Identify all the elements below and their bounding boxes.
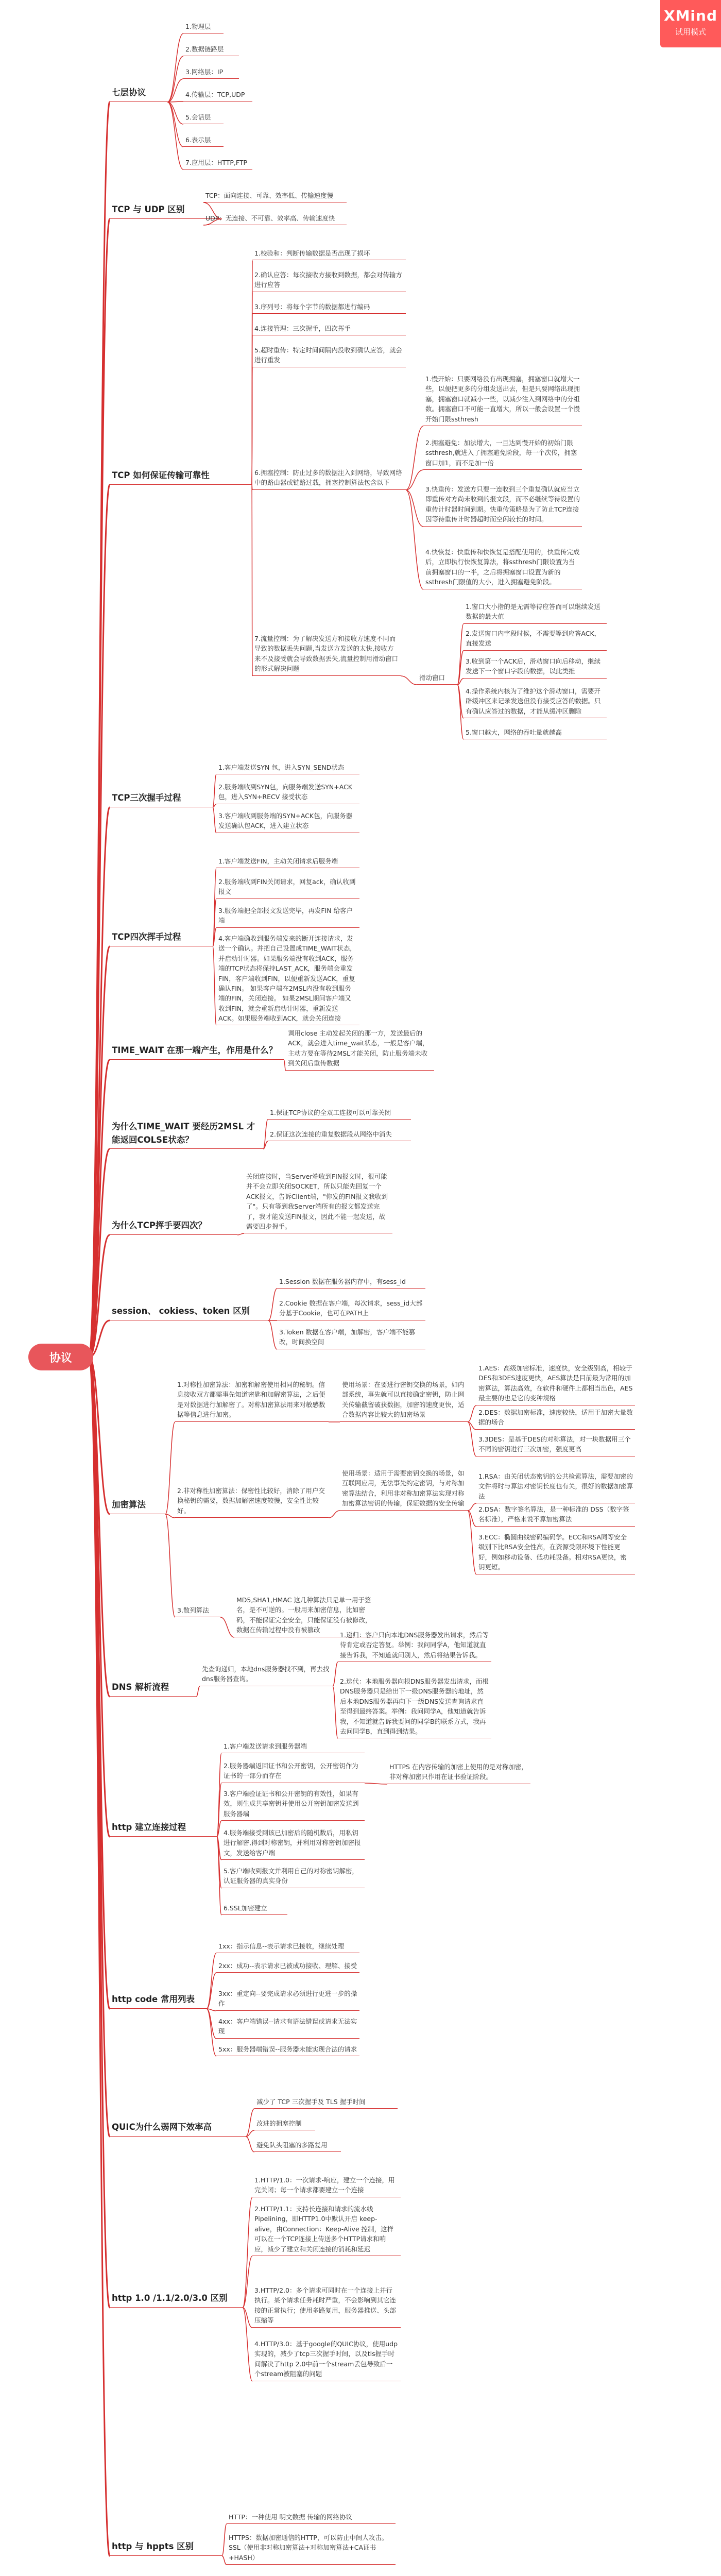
connector	[329, 1511, 340, 1518]
connector	[468, 1422, 476, 1456]
connector	[207, 2009, 216, 2056]
leaf[interactable]: 6.拥塞控制：防止过多的数据注入到网络，导致网络中的路由器或链路过载，拥塞控制算法包含以下	[252, 467, 406, 490]
leaf[interactable]: 6.SSL加密建立	[221, 1902, 287, 1915]
connector	[165, 1422, 175, 1514]
leaf[interactable]: 3.散列算法	[175, 1604, 220, 1617]
leaf[interactable]: 5.会话层	[183, 111, 224, 124]
root-topic[interactable]: 协议	[28, 1344, 93, 1370]
connector	[365, 1783, 387, 1784]
leaf[interactable]: 1.对称性加密算法：加密和解密使用相同的秘钥。信息接收双方都需事先知道密匙和加解密算法，之后便是对数据进行加解密了。对称加密算法用来对敏感数据等信息进行加密。	[175, 1379, 329, 1422]
connector	[89, 219, 110, 1357]
connector	[167, 33, 183, 102]
leaf[interactable]: 6.表示层	[183, 134, 224, 147]
leaf[interactable]: UDP：无连接、不可靠、效率高、传输速度快	[203, 212, 347, 225]
connector	[401, 676, 417, 685]
connector	[213, 807, 216, 833]
branch-dns[interactable]: DNS 解析流程	[110, 1680, 196, 1697]
https-note[interactable]: HTTPS 在内容传输的加密上使用的是对称加密，非对称加密只作用在证书验证阶段。	[387, 1761, 530, 1784]
connector	[237, 1233, 244, 1235]
leaf[interactable]: 关闭连接时，当Server端收到FIN报文时，很可能并不会立即关闭SOCKET，所以只能先回复一个ACK报文，告诉Client端，"你发的FIN报文我收到了"。只有等到我Server端所有的报文都发送完了，我才能发送FIN报文，因此不能一起发送，故需要四步握手。	[244, 1171, 392, 1233]
symmetric-note[interactable]: 使用场景：在要进行密钥交换的场景，如内部系统，事先就可以直接确定密钥，防止网关传输截留破获数据，加密的速度更快，适合数据内容比较大的加密场景	[340, 1379, 468, 1422]
connector	[213, 774, 216, 807]
congestion-fast-recovery[interactable]: 4.快恢复：快重传和快恢复是搭配使用的，快重传完成后，立即执行快恢复算法，将ssthresh门限设置为当前拥塞窗口的一半，之后将拥塞窗口设置为新的ssthresh门限值的大小，进入拥塞避免阶段。	[423, 546, 582, 589]
connector	[457, 685, 464, 739]
leaf[interactable]: 5.客户端收到报文并利用自己的对称密钥解密，认证服务器的真实身份	[221, 1865, 365, 1888]
asymmetric-algo[interactable]: 2.DSA：数字签名算法，是一种标准的 DSS（数字签名标准），严格来说不算加密算法	[476, 1503, 635, 1527]
sliding-window-label[interactable]: 滑动窗口	[417, 672, 457, 685]
congestion-fast-retransmit[interactable]: 3.快重传：发送方只要一连收到三个重复确认就应当立即重传对方尚未收到的报文段，而不必继续等待设置的重传计时器时间到期。快重传策略是为了防止TCP连接因等待重传计时器超时而空闲较长的时间。	[423, 483, 582, 527]
symmetric-algo[interactable]: 3.3DES：是基于DES的对称算法，对一块数据用三个不同的密钥进行三次加密，强度更高	[476, 1433, 635, 1456]
leaf[interactable]: 4.HTTP/3.0：基于google的QUIC协议，使用udp实现的，减少了tcp三次握手时间，以及tls握手时间解决了http 2.0中前一个stream丢包导致后一个stream被阻塞的问题	[252, 2338, 401, 2381]
asymmetric-algo[interactable]: 3.ECC：椭圆曲线密码编码学。ECC和RSA同等安全级别下比RSA安全性高，在资源受限环境下性能更好，例如移动设备、低功耗设备。相对RSA更快，密钥更短。	[476, 1531, 635, 1574]
branch-tcp-reliability[interactable]: TCP 如何保证传输可靠性	[110, 468, 252, 485]
sliding-window-item[interactable]: 1.窗口大小指的是无需等待应答而可以继续发送数据的最大值	[464, 601, 607, 624]
leaf[interactable]: 1.客户端发送SYN 包，进入SYN_SEND状态	[216, 761, 359, 774]
connector	[207, 1953, 216, 2009]
leaf[interactable]: TCP：面向连接、可靠、效率低、传输速度慢	[203, 190, 347, 202]
branch-http-connection[interactable]: http 建立连接过程	[110, 1820, 217, 1837]
symmetric-algo[interactable]: 2.DES：数据加密标准，速度较快，适用于加密大量数据的场合	[476, 1406, 635, 1430]
sliding-window-item[interactable]: 2.发送窗口内字段时候，不需要等到应答ACK，直接发送	[464, 628, 607, 651]
leaf[interactable]: 3.HTTP/2.0：多个请求可同时在一个连接上并行执行。某个请求任务耗时严重，不会影响到其它连接的正常执行；使用多路复用，服务器推送、头部压缩等	[252, 2284, 401, 2328]
leaf[interactable]: 4.服务端接受到该已加密后的随机数后，用私钥进行解密,得到对称密钥，并利用对称密钥加密报文，发送给客户端	[221, 1827, 365, 1860]
branch-tcp-udp[interactable]: TCP 与 UDP 区别	[110, 202, 222, 219]
leaf[interactable]: 3.序列号：将每个字节的数据都进行编码	[252, 301, 406, 314]
connector	[196, 1686, 200, 1697]
leaf[interactable]: 4.传输层：TCP,UDP	[183, 89, 252, 101]
leaf[interactable]: 5.超时重传：特定时间间隔内没收到确认应答，就会进行重发	[252, 344, 406, 367]
branch-osi-layers[interactable]: 七层协议	[110, 85, 167, 102]
xmind-logo: XMind	[663, 7, 718, 24]
connector	[167, 56, 183, 102]
asymmetric-algo[interactable]: 1.RSA：由关闭状态密钥的公共检索算法，需要加密的文件将时与算法对密钥长度也有关，很好的数据加密算法	[476, 1470, 635, 1503]
congestion-avoidance[interactable]: 2.拥塞避免：加法增大，一旦达到慢开始的初始门限ssthresh,就进入了拥塞避免阶段，每一个次传，拥塞窗口加1，而不是加一倍	[423, 437, 582, 470]
leaf[interactable]: 5xx：服务器端错误--服务器未能实现合法的请求	[216, 2043, 359, 2056]
leaf[interactable]: 1.保证TCP协议的全双工连接可以可靠关闭	[268, 1107, 411, 1120]
branch-why-four[interactable]: 为什么TCP挥手要四次？	[110, 1218, 237, 1235]
leaf[interactable]: 3xx：重定向--要完成请求必须进行更进一步的操作	[216, 1988, 359, 2011]
leaf[interactable]: 1.客户端发送FIN，主动关闭请求后服务端	[216, 855, 359, 868]
leaf[interactable]: 4xx：客户端错误--请求有语法错误或请求无法实现	[216, 2015, 359, 2039]
connector	[468, 1405, 476, 1422]
asymmetric-note[interactable]: 使用场景：适用于需要密钥交换的场景，如互联网应用，无法事先约定密钥，与对称加密算法结合，利用非对称加密算法实现对称加密算法密钥的传输，保证数据的安全传输	[340, 1467, 468, 1511]
connector	[222, 2524, 227, 2556]
leaf[interactable]: 1.客户端发送请求到服务器端	[221, 1740, 365, 1753]
leaf[interactable]: 避免队头阻塞的多路复用	[254, 2139, 341, 2152]
connector	[220, 1617, 234, 1637]
connector	[167, 102, 183, 147]
connector	[406, 490, 423, 589]
connector	[268, 1320, 277, 1349]
leaf[interactable]: 2.确认应答：每次接收方接收到数据，都会对传输方进行应答	[252, 269, 406, 292]
connector	[243, 2197, 252, 2308]
leaf[interactable]: 2.HTTP/1.1：支持长连接和请求的流水线Pipelining，即HTTP1.0中默认开启 keep-alive，由Connection：Keep-Alive 控制，这样可以在一个TCP连接上传送多个HTTP请求和响应，减少了建立和关闭连接的消耗和延迟	[252, 2203, 401, 2256]
dns-iterative[interactable]: 2.迭代：本地服务器向根DNS服务器发出请求，而根DNS服务器只是给出下一级DNS服务器的地址，然后本地DNS服务器再向下一级DNS发送查询请求直至得到最终答案。举例：我问同学A，他知道就告诉我，不知道就告诉我要问的同学B的联系方式，我再去问同学B，直到得到结果。	[338, 1675, 491, 1738]
connector	[333, 1686, 338, 1738]
symmetric-algo[interactable]: 1.AES：高级加密标准，速度快，安全级别高，相较于DES和3DES速度更快，AES算法是目前最为常用的加密算法，算法高效，在软件和硬件上都相当出色，AES最主要的也是它的变种规格	[476, 1362, 635, 1405]
branch-quic[interactable]: QUIC为什么弱网下效率高	[110, 2120, 246, 2137]
leaf[interactable]: 7.流量控制：为了解决发送方和接收方速度不同而导致的数据丢失问题,当发送方发送的太快,接收方来不及接受就会导致数据丢失,流量控制用滑动窗口的形式解决问题	[252, 633, 401, 676]
connector	[246, 2109, 254, 2137]
connector	[468, 1503, 476, 1511]
leaf[interactable]: 3.网络层：IP	[183, 66, 239, 79]
hash-note[interactable]: MD5,SHA1,HMAC 这几种算法只是单一用于签名，是不可逆的。一般用来加密信息，比如密码，不能保证完全安全，只能保证没有被修改，数据在传输过程中没有被篡改	[234, 1594, 377, 1637]
leaf[interactable]: 7.应用层：HTTP,FTP	[183, 157, 252, 170]
connector	[217, 1753, 221, 1837]
leaf[interactable]: 3.客户端收到服务端的SYN+ACK包，向服务器发送确认包ACK，进入建立状态	[216, 810, 359, 833]
branch-http-versions[interactable]: http 1.0 /1.1/2.0/3.0 区别	[110, 2291, 243, 2308]
connector	[222, 2556, 227, 2565]
leaf[interactable]: 1xx：指示信息--表示请求已接收，继续处理	[216, 1940, 359, 1953]
leaf[interactable]: 2.服务端收到FIN关闭请求，回复ack，确认收到报文	[216, 876, 359, 899]
leaf[interactable]: 3.Token 数据在客户端，加解密，客户端不能篡改，时间换空间	[277, 1326, 425, 1349]
leaf[interactable]: 3.客户端验证证书和公开密钥的有效性，如果有效，则生成共享密钥并使用公开密钥加密发送到服务器端	[221, 1788, 365, 1821]
leaf[interactable]: 1.Session 数据在服务器内存中，有sess_id	[277, 1276, 425, 1289]
sliding-window-item[interactable]: 5.窗口越大，网络的吞吐量就越高	[464, 726, 607, 739]
branch-2msl[interactable]: 为什么TIME_WAIT 要经历2MSL 才能返回COLSE状态？	[110, 1119, 263, 1149]
connector	[406, 490, 423, 527]
connector	[213, 946, 216, 1025]
connector	[457, 624, 464, 685]
leaf[interactable]: 2.非对称性加密算法：保密性比较好，消除了用户交换秘钥的需要，数据加解密速度较慢，安全性比较好。	[175, 1485, 329, 1518]
branch-http-https[interactable]: http 与 hppts 区别	[110, 2539, 222, 2556]
trial-mode-label: 试用模式	[675, 27, 706, 37]
connector	[167, 102, 183, 124]
dns-recursive[interactable]: 1.递归：客户只向本地DNS服务器发出请求，然后等待肯定或否定答复。举例：我问同学A，他知道就直接告诉我，不知道就问别人，然后将结果告诉我。	[338, 1629, 491, 1662]
connector	[333, 1662, 338, 1686]
branch-http-code[interactable]: http code 常用列表	[110, 1992, 207, 2009]
leaf[interactable]: 调用close 主动发起关闭的那一方，发送最后的ACK，就会进入time_wait状态，一般是客户端，主动方要在等待2MSL才能关闭，防止服务端未收到关闭后重传数据	[286, 1027, 434, 1071]
sliding-window-item[interactable]: 4.操作系统内核为了维护这个滑动窗口，需要开辟缓冲区来记录发送但没有接受应答的数据。只有确认应答过的数据，才能从缓冲区删除	[464, 685, 607, 718]
connector	[167, 79, 183, 102]
leaf[interactable]: 2.保证这次连接的重复数据段从网络中消失	[268, 1128, 411, 1141]
leaf[interactable]: 减少了 TCP 三次握手及 TLS 握手时间	[254, 2096, 398, 2109]
branch-encryption[interactable]: 加密算法	[110, 1497, 165, 1514]
sliding-window-item[interactable]: 3.收到第一个ACK后，滑动窗口向后移动，继续发送下一个窗口字段的数据，以此类推	[464, 655, 607, 679]
leaf[interactable]: 先查询递归，本地dns服务器找不到，再去找dns服务器查询。	[200, 1663, 333, 1686]
leaf[interactable]: 2.Cookie 数据在客户端，每次请求，sess_id大部分基于Cookie，也可在PATH上	[277, 1297, 425, 1320]
leaf[interactable]: 3.服务端把全部报文发送完毕，再发FIN 给客户端	[216, 905, 359, 928]
leaf[interactable]: 1.物理层	[183, 21, 224, 33]
branch-session-cookie-token[interactable]: session、 cokiess、token 区别	[110, 1303, 268, 1320]
leaf[interactable]: 1.校验和：判断传输数据是否出现了损坏	[252, 247, 406, 260]
branch-four-way-handshake[interactable]: TCP四次挥手过程	[110, 929, 213, 946]
leaf[interactable]: 2xx：成功--表示请求已被成功接收、理解、接受	[216, 1960, 359, 1973]
connector	[268, 1289, 277, 1320]
connector	[246, 2137, 254, 2152]
leaf[interactable]: HTTPS：数据加密通信的HTTP，可以防止中间人攻击。SSL（使用非对称加密算法+对称加密算法+CA证书+HASH）	[227, 2532, 396, 2565]
leaf[interactable]: 2.服务端收到SYN包，向服务端发送SYN+ACK包，进入SYN+RECV 接受状态	[216, 781, 359, 804]
branch-three-way-handshake[interactable]: TCP三次握手过程	[110, 790, 213, 807]
connector	[468, 1511, 476, 1574]
branch-time-wait[interactable]: TIME_WAIT 在那一端产生，作用是什么？	[110, 1043, 284, 1060]
leaf[interactable]: 2.数据链路层	[183, 43, 239, 56]
connector	[89, 1357, 110, 2308]
leaf[interactable]: 1.HTTP/1.0：一次请求-响应，建立一个连接，用完关闭；每一个请求都要建立一个连接	[252, 2174, 401, 2197]
leaf[interactable]: 2.服务器端返回证书和公开密钥，公开密钥作为证书的一部分而存在	[221, 1760, 365, 1783]
leaf[interactable]: 改进的拥塞控制	[254, 2117, 315, 2130]
leaf[interactable]: 4.客户端确收到服务端发来的断开连接请求，发送一个确认。并把自己设置成TIME_WAIT状态，并启动计时器。如果服务端没有收到ACK，服务端的TCP状态将保持LAST_ACK，服务端会重发FIN，客户端收到FIN，以便重新发送ACK，重复确认FIN。 如果客户端在2MSL内没有收到服务端的FIN，关闭连接。 如果2MSL期间客户端又收到FIN，就会重新启动计时器，重新发送ACK。如果服务端收到ACK，就会关闭连接	[216, 933, 359, 1025]
connector	[243, 2256, 252, 2308]
congestion-slow-start[interactable]: 1.慢开始：只要网络没有出现拥塞，拥塞窗口就增大一些，以便把更多的分组发送出去，但是只要网络出现拥塞，拥塞窗口就减小一些，以减少注入到网络中的分组数。拥塞窗口不可能一直增大，所以一般会设置一个慢开始门限ssthresh	[423, 373, 582, 426]
leaf[interactable]: 4.连接管理：三次握手，四次挥手	[252, 323, 406, 335]
leaf[interactable]: HTTP：一种使用 明文数据 传输的网络协议	[227, 2511, 396, 2524]
connector	[165, 1514, 175, 1617]
